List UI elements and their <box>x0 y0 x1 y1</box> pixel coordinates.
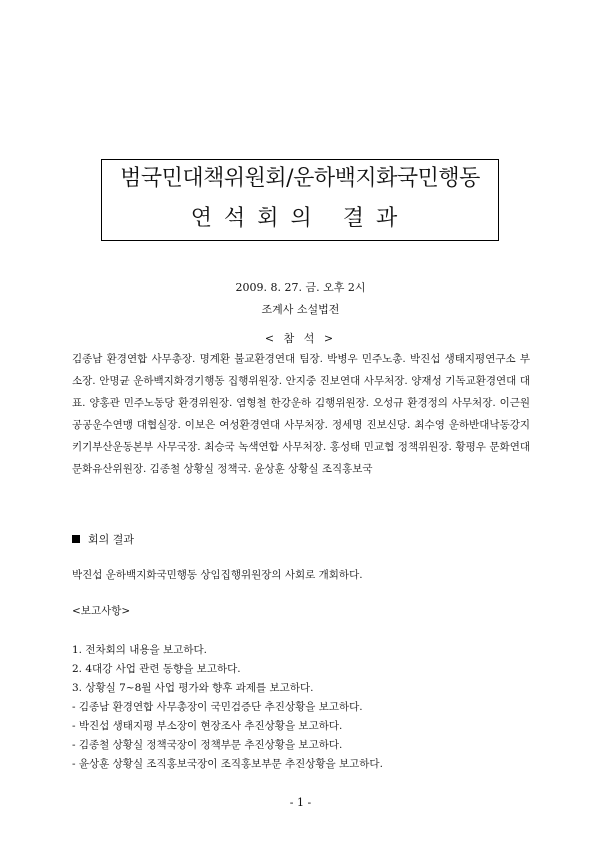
meeting-place: 조계사 소설법전 <box>261 303 340 316</box>
report-item: 2. 4대강 사업 관련 동향을 보고하다. <box>72 663 241 675</box>
square-bullet-icon <box>72 535 80 543</box>
attendance-heading: < 참 석 > <box>264 332 337 345</box>
report-item: 3. 상황실 7~8월 사업 평가와 향후 과제를 보고하다. <box>72 682 314 694</box>
report-item: 1. 전차회의 내용을 보고하다. <box>72 644 207 656</box>
chair-sentence: 박진섭 운하백지화국민행동 상임집행위원장의 사회로 개회하다. <box>72 569 363 581</box>
attendees-list: 김종남 환경연합 사무총장. 명계환 불교환경연대 팀장. 박병우 민주노총. 박진섭 생태지평연구소 부소장. 안명균 운하백지화경기행동 집행위원장. 안지중 진보연대 사무처장. 양재성 기독교환경연대 대표. 양홍관 민주노동당 환경위원장. 염형철 한강운하 김행위원장. 오성규 환경정의 사무처장. 이근원 공공운수연맹 대협실장. 이보은 여성환경연대 사무처장. 정세명 진보신당. 최수영 운하반대낙동강지키기부산운동본부 사무국장. 최승국 녹색연합 사무처장. 홍성태 민교협 정책위원장. 황평우 문화연대 문화유산위원장. 김종철 상황실 정책국. 윤상훈 상황실 조직홍보국 <box>72 353 530 475</box>
page-number: - 1 - <box>289 796 312 809</box>
title-box <box>101 159 499 241</box>
report-item: - 김종남 환경연합 사무총장이 국민검증단 추진상황을 보고하다. <box>72 701 363 713</box>
document-title: 범국민대책위원회/운하백지화국민행동 <box>120 166 480 191</box>
report-item: - 박진섭 생태지평 부소장이 현장조사 추진상황을 보고하다. <box>72 720 343 732</box>
reports-heading: <보고사항> <box>72 605 131 617</box>
report-item: - 김종철 상황실 정책국장이 정책부문 추진상황을 보고하다. <box>72 739 343 751</box>
report-list <box>72 641 383 774</box>
report-item: - 윤상훈 상황실 조직홍보국장이 조직홍보부문 추진상황을 보고하다. <box>72 758 383 770</box>
section-heading <box>72 531 134 547</box>
document-subtitle: 연석회의 결과 <box>190 206 410 231</box>
section-heading-text: 회의 결과 <box>88 533 135 546</box>
meeting-date: 2009. 8. 27. 금. 오후 2시 <box>235 281 366 294</box>
